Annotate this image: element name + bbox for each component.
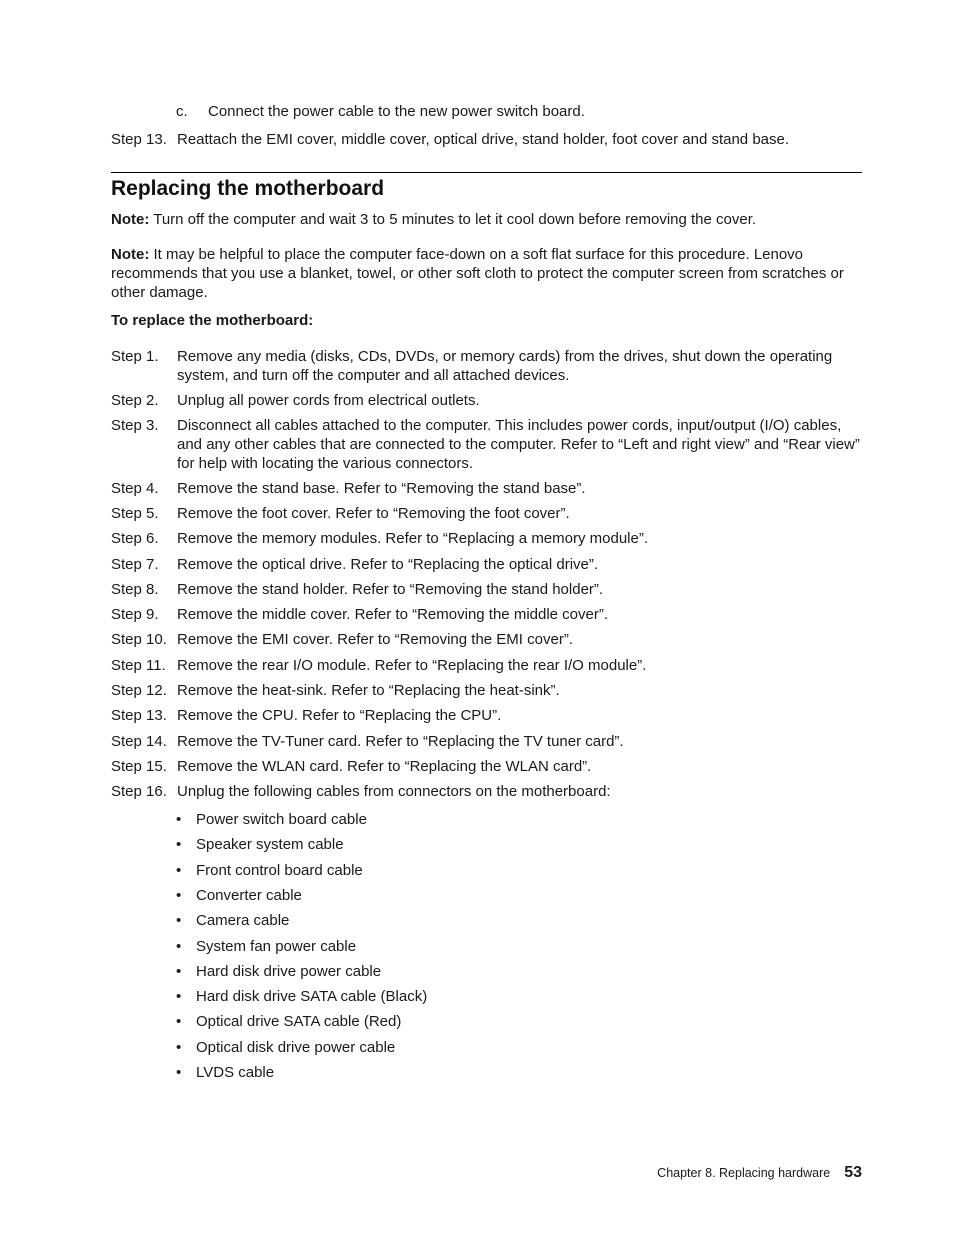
step-number: Step 13.	[111, 707, 167, 724]
page-footer	[657, 1163, 862, 1183]
step-text: Remove the middle cover. Refer to “Removing the middle cover”.	[177, 606, 609, 623]
note-1	[111, 210, 863, 229]
bullet-icon: •	[176, 887, 182, 904]
footer-chapter: Chapter 8. Replacing hardware	[657, 1166, 831, 1181]
list-item	[176, 1038, 395, 1057]
bullet-icon: •	[176, 1039, 182, 1056]
step-text: Remove the WLAN card. Refer to “Replacing the WLAN card”.	[177, 758, 592, 775]
list-item-text: System fan power cable	[196, 938, 357, 955]
step-number: Step 9.	[111, 606, 159, 623]
bullet-icon: •	[176, 938, 182, 955]
step-text: Remove the foot cover. Refer to “Removing the foot cover”.	[177, 505, 570, 522]
step-text: Remove the heat-sink. Refer to “Replacing the heat-sink”.	[177, 682, 560, 699]
list-item	[176, 1063, 274, 1082]
bullet-icon: •	[176, 988, 182, 1005]
note-label: Note:	[111, 246, 150, 263]
bullet-icon: •	[176, 912, 182, 929]
bullet-icon: •	[176, 836, 182, 853]
note-text: It may be helpful to place the computer face-down on a soft flat surface for this procedure. Lenovo recommends that you use a blanket, towel, or other soft cloth to protect the computer screen from scratches or other damage.	[111, 246, 844, 301]
step-number: Step 12.	[111, 682, 167, 699]
procedure-heading: To replace the motherboard:	[111, 312, 314, 329]
list-item-text: Hard disk drive SATA cable (Black)	[196, 988, 428, 1005]
step-number: Step 13.	[111, 131, 167, 148]
list-item-text: Power switch board cable	[196, 811, 367, 828]
list-item	[176, 962, 381, 981]
step-text: Reattach the EMI cover, middle cover, optical drive, stand holder, foot cover and stand base.	[177, 131, 790, 148]
step-number: Step 3.	[111, 417, 159, 434]
list-item	[176, 987, 427, 1006]
list-item-text: Optical drive SATA cable (Red)	[196, 1013, 402, 1030]
list-item-text: Converter cable	[196, 887, 302, 904]
step-number: Step 6.	[111, 530, 159, 547]
list-item-text: Speaker system cable	[196, 836, 344, 853]
step-text: Disconnect all cables attached to the computer. This includes power cords, input/output (I/O) cables, and any other cables that are connected to the computer. Refer to “Left and right view” and “Rear view” for help with locating the various connectors.	[177, 417, 860, 472]
section-divider	[111, 172, 862, 173]
bullet-icon: •	[176, 811, 182, 828]
step-number: Step 10.	[111, 631, 167, 648]
list-item	[176, 937, 356, 956]
list-item	[176, 861, 363, 880]
step-number: Step 5.	[111, 505, 159, 522]
list-item	[176, 835, 344, 854]
list-item	[176, 886, 302, 905]
note-label: Note:	[111, 211, 150, 228]
list-item	[176, 1012, 401, 1031]
list-item-text: Optical disk drive power cable	[196, 1039, 396, 1056]
step-number: Step 7.	[111, 556, 159, 573]
step-number: Step 11.	[111, 657, 166, 674]
list-item-text: Front control board cable	[196, 862, 363, 879]
step-text: Remove the EMI cover. Refer to “Removing the EMI cover”.	[177, 631, 573, 648]
step-number: Step 2.	[111, 392, 159, 409]
bullet-icon: •	[176, 963, 182, 980]
step-number: Step 1.	[111, 348, 159, 365]
note-text: Turn off the computer and wait 3 to 5 minutes to let it cool down before removing the cover.	[149, 211, 757, 228]
list-item-text: Hard disk drive power cable	[196, 963, 382, 980]
list-item-text: Camera cable	[196, 912, 290, 929]
step-number: Step 14.	[111, 733, 167, 750]
bullet-icon: •	[176, 1013, 182, 1030]
step-number: Step 15.	[111, 758, 167, 775]
step-text: Remove the rear I/O module. Refer to “Replacing the rear I/O module”.	[177, 657, 647, 674]
step-text: Remove the TV-Tuner card. Refer to “Replacing the TV tuner card”.	[177, 733, 624, 750]
note-2	[111, 245, 863, 302]
section-title: Replacing the motherboard	[111, 177, 385, 200]
step-text: Unplug the following cables from connectors on the motherboard:	[177, 783, 611, 800]
step-text: Remove the memory modules. Refer to “Replacing a memory module”.	[177, 530, 649, 547]
step-text: Remove the CPU. Refer to “Replacing the CPU”.	[177, 707, 502, 724]
page-number: 53	[844, 1164, 862, 1182]
substep-label: c.	[176, 103, 188, 120]
step-text: Remove the stand holder. Refer to “Removing the stand holder”.	[177, 581, 604, 598]
step-text: Remove any media (disks, CDs, DVDs, or memory cards) from the drives, shut down the operating system, and turn off the computer and all attached devices.	[177, 348, 833, 384]
substep-text: Connect the power cable to the new power switch board.	[208, 103, 585, 120]
step-text: Remove the optical drive. Refer to “Replacing the optical drive”.	[177, 556, 599, 573]
list-item	[176, 911, 289, 930]
step-number: Step 16.	[111, 783, 167, 800]
step-text: Unplug all power cords from electrical outlets.	[177, 392, 480, 409]
list-item-text: LVDS cable	[196, 1064, 275, 1081]
step-number: Step 4.	[111, 480, 159, 497]
list-item	[176, 810, 367, 829]
bullet-icon: •	[176, 862, 182, 879]
step-text: Remove the stand base. Refer to “Removing the stand base”.	[177, 480, 586, 497]
step-number: Step 8.	[111, 581, 159, 598]
bullet-icon: •	[176, 1064, 182, 1081]
